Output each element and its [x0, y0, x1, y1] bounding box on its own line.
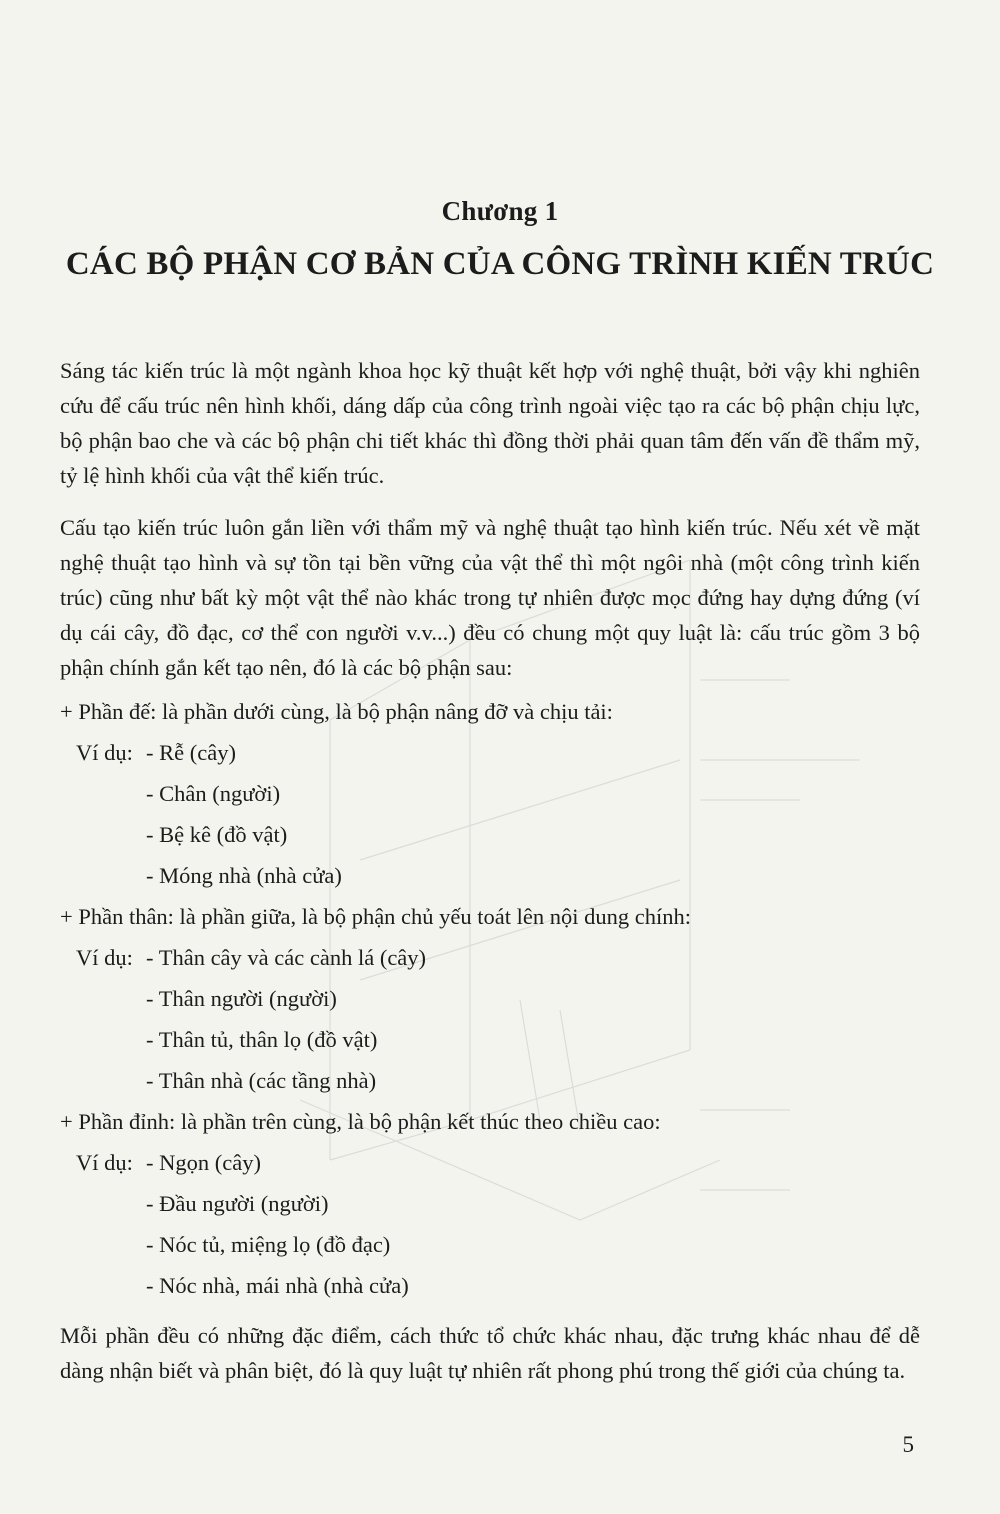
- chapter-label: Chương 1: [441, 196, 559, 226]
- part-heading: + Phần đế: là phần dưới cùng, là bộ phận nâng đỡ và chịu tải:: [60, 699, 613, 724]
- example-list: [60, 937, 920, 1101]
- page-number: 5: [902, 1432, 914, 1457]
- example-item: - Đầu người (người): [146, 1191, 329, 1216]
- body-text: [60, 353, 920, 1405]
- example-item: - Thân người (người): [146, 986, 337, 1011]
- example-item: Ví dụ: - Rễ (cây): [60, 732, 920, 773]
- example-item: - Nóc nhà, mái nhà (nhà cửa): [146, 1273, 409, 1298]
- example-item: Ví dụ: - Thân cây và các cành lá (cây): [60, 937, 920, 978]
- intro-paragraph: [60, 353, 920, 493]
- structure-paragraph-text: Cấu tạo kiến trúc luôn gắn liền với thẩm mỹ và nghệ thuật tạo hình kiến trúc. Nếu xét về mặt nghệ thuật tạo hình và sự tồn tại bền vững của vật thể thì một ngôi nhà (một công trình kiến trúc) cũng như bất kỳ một vật thể nào khác trong tự nhiên được mọc đứng hay dựng đứng (ví dụ cái cây, đồ đạc, cơ thể con người v.v...) đều có chung một quy luật là: cấu trúc gồm 3 bộ phận chính gắn kết tạo nên, đó là các bộ phận sau:: [60, 515, 920, 680]
- example-item: - Bệ kê (đồ vật): [146, 822, 288, 847]
- example-item: - Nóc tủ, miệng lọ (đồ đạc): [146, 1232, 391, 1257]
- part-heading: + Phần thân: là phần giữa, là bộ phận chủ yếu toát lên nội dung chính:: [60, 904, 691, 929]
- example-item: - Chân (người): [146, 781, 281, 806]
- part-base: [60, 691, 920, 896]
- example-prefix: Ví dụ:: [76, 945, 133, 970]
- example-list: [60, 1142, 920, 1306]
- closing-paragraph-text: Mỗi phần đều có những đặc điểm, cách thức tổ chức khác nhau, đặc trưng khác nhau để dễ dàng nhận biết và phân biệt, đó là quy luật tự nhiên rất phong phú trong thế giới của chúng ta.: [60, 1323, 920, 1383]
- chapter-title: CÁC BỘ PHẬN CƠ BẢN CỦA CÔNG TRÌNH KIẾN TRÚC: [65, 246, 935, 282]
- example-prefix: Ví dụ:: [76, 1150, 133, 1175]
- example-item: - Thân nhà (các tầng nhà): [146, 1068, 377, 1093]
- intro-paragraph-text: Sáng tác kiến trúc là một ngành khoa học kỹ thuật kết hợp với nghệ thuật, bởi vậy khi nghiên cứu để cấu trúc nên hình khối, dáng dấp của công trình ngoài việc tạo ra các bộ phận chịu lực, bộ phận bao che và các bộ phận chi tiết khác thì đồng thời phải quan tâm đến vấn đề thẩm mỹ, tỷ lệ hình khối của vật thể kiến trúc.: [60, 358, 920, 488]
- part-heading: + Phần đỉnh: là phần trên cùng, là bộ phận kết thúc theo chiều cao:: [60, 1109, 661, 1134]
- example-item: Ví dụ: - Ngọn (cây): [60, 1142, 920, 1183]
- part-top: [60, 1101, 920, 1306]
- example-item: - Thân tủ, thân lọ (đồ vật): [146, 1027, 378, 1052]
- structure-paragraph: [60, 510, 920, 685]
- part-body: [60, 896, 920, 1101]
- example-prefix: Ví dụ:: [76, 740, 133, 765]
- example-item: - Móng nhà (nhà cửa): [146, 863, 342, 888]
- closing-paragraph: [60, 1318, 920, 1388]
- example-list: [60, 732, 920, 896]
